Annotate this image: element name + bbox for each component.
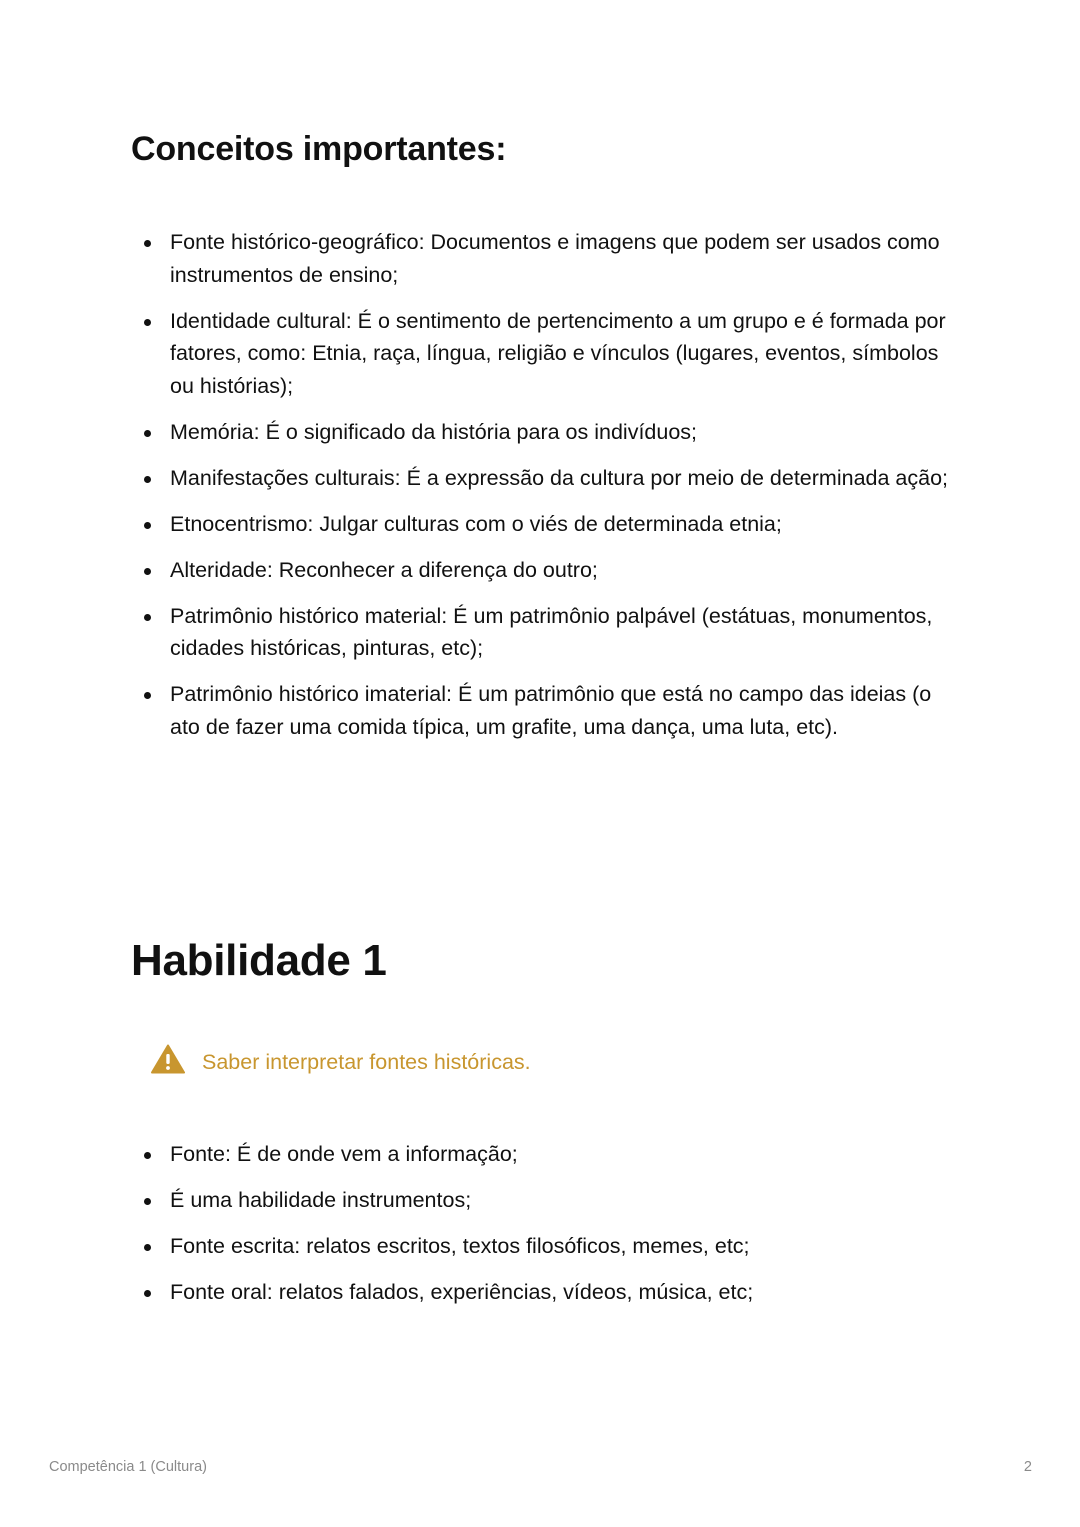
warning-icon	[151, 1044, 185, 1074]
list-item: Manifestações culturais: É a expressão da cultura por meio de determinada ação;	[131, 462, 951, 495]
callout-text: Saber interpretar fontes históricas.	[202, 1050, 531, 1074]
list-item: Identidade cultural: É o sentimento de pertencimento a um grupo e é formada por fatores, como: Etnia, raça, língua, religião e vínculos (lugares, eventos, símbolos ou histórias);	[131, 305, 951, 403]
page-number: 2	[1023, 1459, 1032, 1475]
section-heading-habilidade: Habilidade 1	[131, 936, 387, 985]
list-item: Etnocentrismo: Julgar culturas com o viés de determinada etnia;	[131, 508, 951, 541]
list-item: Fonte histórico-geográfico: Documentos e imagens que podem ser usados como instrumentos de ensino;	[131, 226, 951, 291]
warning-callout	[151, 1040, 931, 1084]
list-item: É uma habilidade instrumentos;	[131, 1184, 951, 1217]
list-item: Memória: É o significado da história para os indivíduos;	[131, 416, 951, 449]
list-item: Fonte oral: relatos falados, experiências, vídeos, música, etc;	[131, 1276, 951, 1309]
list-item: Fonte escrita: relatos escritos, textos filosóficos, memes, etc;	[131, 1230, 951, 1263]
footer-title: Competência 1 (Cultura)	[49, 1459, 207, 1475]
list-item: Alteridade: Reconhecer a diferença do outro;	[131, 554, 951, 587]
concepts-list	[131, 226, 951, 757]
section-heading-conceitos: Conceitos importantes:	[131, 130, 507, 168]
habilidade-list	[131, 1138, 951, 1322]
list-item: Patrimônio histórico material: É um patrimônio palpável (estátuas, monumentos, cidades históricas, pinturas, etc);	[131, 600, 951, 665]
list-item: Patrimônio histórico imaterial: É um patrimônio que está no campo das ideias (o ato de fazer uma comida típica, um grafite, uma dança, uma luta, etc).	[131, 678, 951, 743]
list-item: Fonte: É de onde vem a informação;	[131, 1138, 951, 1171]
